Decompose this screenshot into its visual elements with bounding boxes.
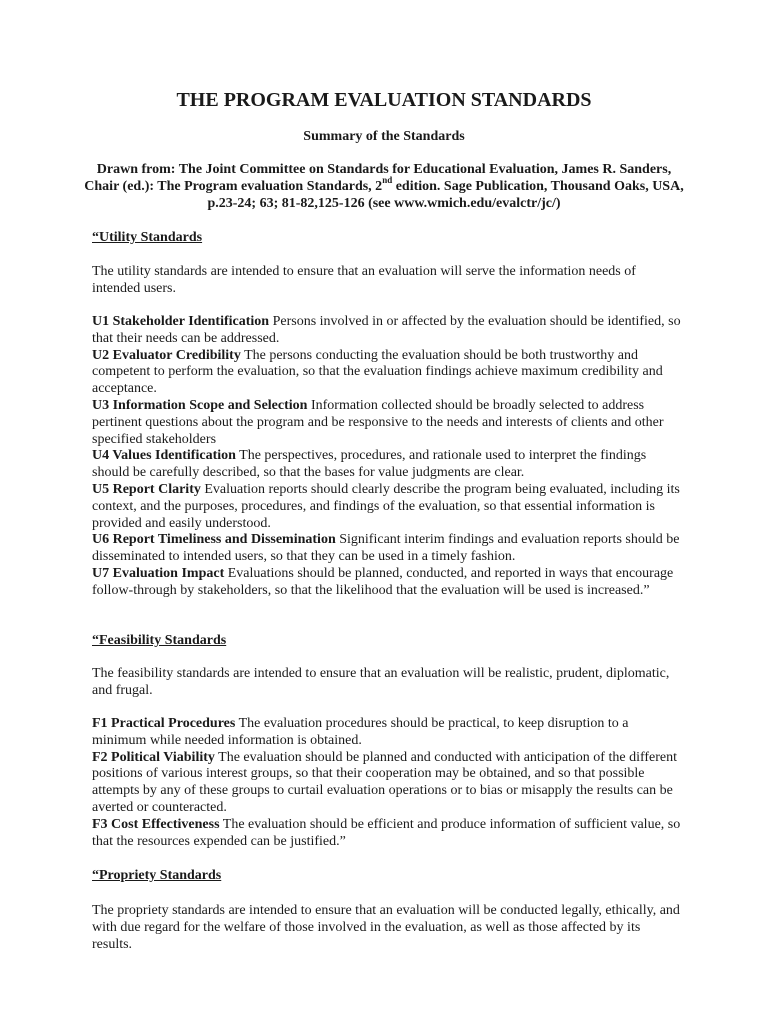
- propriety-heading: “Propriety Standards: [92, 868, 222, 883]
- standard-code: U4 Values Identification: [92, 448, 236, 464]
- list-item: [92, 314, 682, 348]
- source-citation: [80, 161, 688, 212]
- standard-text: The perspectives, procedures, and rationale used to interpret the findings should be carefully described, so that the bases for value judgments are clear.: [92, 448, 647, 481]
- standard-code: U1 Stakeholder Identification: [92, 314, 270, 329]
- source-citation-part2: edition. Sage Publication, Thousand Oaks, USA, p.23-24; 63; 81-82,125-126 (see www.wmich.edu/evalctr/jc/): [207, 179, 684, 211]
- feasibility-intro: The feasibility standards are intended to ensure that an evaluation will be realistic, prudent, diplomatic, and frugal.: [92, 666, 670, 698]
- utility-heading: “Utility Standards: [92, 230, 203, 245]
- list-item: [92, 716, 682, 750]
- standard-code: U6 Report Timeliness and Dissemination: [92, 532, 336, 548]
- list-item: [92, 817, 682, 851]
- standard-code: U2 Evaluator Credibility: [92, 347, 241, 363]
- source-citation-part1: Drawn from: The Joint Committee on Standards for Educational Evaluation, James R. Sanders, Chair (ed.): The Program evaluation Standards, 2: [84, 162, 672, 194]
- standard-text: Evaluation reports should clearly describe the program being evaluated, including its context, and the purposes, procedures, and findings of the evaluation, so that essential information is provided and easily understood.: [92, 481, 680, 531]
- standard-text: Evaluations should be planned, conducted, and reported in ways that encourage follow-through by stakeholders, so that the likelihood that the evaluation will be used is increased.”: [92, 565, 674, 598]
- standard-code: U3 Information Scope and Selection: [92, 397, 308, 413]
- standard-text: Significant interim findings and evaluation reports should be disseminated to intended users, so that they can be used in a timely fashion.: [92, 532, 680, 565]
- standard-text: The persons conducting the evaluation should be both trustworthy and competent to perform the evaluation, so that the evaluation findings achieve maximum credibility and acceptance.: [92, 347, 663, 397]
- list-item: [92, 532, 682, 566]
- feasibility-standards-list: [92, 716, 682, 850]
- list-item: [92, 566, 682, 600]
- feasibility-heading: “Feasibility Standards: [92, 633, 227, 648]
- utility-intro: The utility standards are intended to ensure that an evaluation will serve the information needs of intended users.: [92, 264, 636, 296]
- standard-text: Persons involved in or affected by the evaluation should be identified, so that their needs can be addressed.: [92, 314, 681, 346]
- standard-text: The evaluation should be planned and conducted with anticipation of the different positions of various interest groups, so that their cooperation may be obtained, and so that possible attempts by any of these groups to curtail evaluation operations or to bias or misapply the results can be averted or counteracted.: [92, 749, 678, 815]
- standard-text: Information collected should be broadly selected to address pertinent questions about the program and be responsive to the needs and interests of clients and other specified stakeholders: [92, 397, 664, 447]
- list-item: [92, 398, 682, 448]
- standard-code: F1 Practical Procedures: [92, 716, 236, 731]
- standard-text: The evaluation should be efficient and produce information of sufficient value, so that the resources expended can be justified.”: [92, 816, 681, 849]
- source-citation-superscript: nd: [382, 175, 393, 186]
- propriety-intro: The propriety standards are intended to ensure that an evaluation will be conducted legally, ethically, and with due regard for the welfare of those involved in the evaluation, as well as those affected by its results.: [92, 903, 680, 952]
- document-title: THE PROGRAM EVALUATION STANDARDS: [176, 89, 592, 111]
- list-item: [92, 348, 682, 398]
- standard-code: F3 Cost Effectiveness: [92, 816, 220, 832]
- standard-code: F2 Political Viability: [92, 749, 215, 765]
- standard-text: The evaluation procedures should be practical, to keep disruption to a minimum while needed information is obtained.: [92, 716, 629, 748]
- list-item: [92, 750, 682, 817]
- list-item: [92, 482, 682, 532]
- list-item: [92, 448, 682, 482]
- standard-code: U5 Report Clarity: [92, 481, 201, 497]
- utility-standards-list: [92, 314, 682, 600]
- standard-code: U7 Evaluation Impact: [92, 565, 225, 581]
- document-subtitle: Summary of the Standards: [303, 129, 465, 144]
